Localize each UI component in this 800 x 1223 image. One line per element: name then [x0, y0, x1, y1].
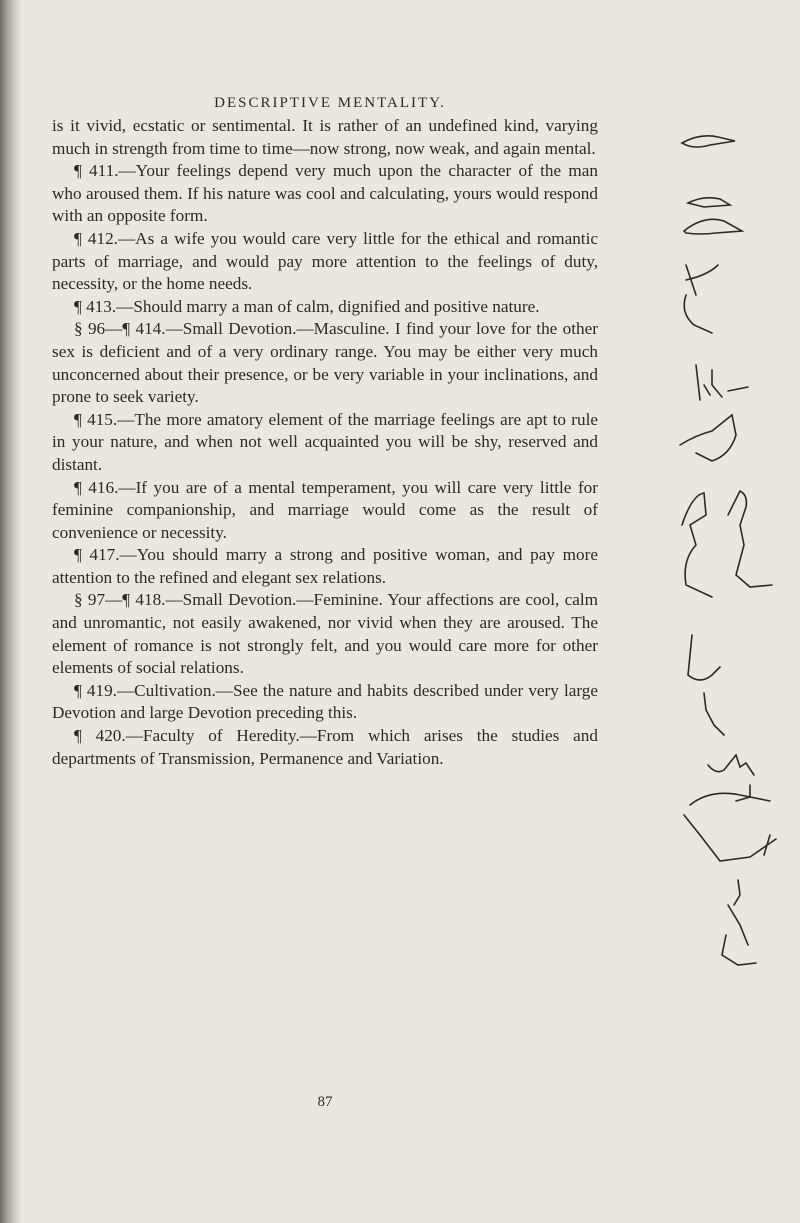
- paragraph-415: ¶ 415.—The more amatory element of the marriage feelings are apt to rule in your nature, and when not well acquainted you will be shy, reserved and distant.: [52, 409, 598, 474]
- sketch-6: [680, 415, 736, 461]
- sketch-8: [728, 491, 772, 587]
- paragraph-413: ¶ 413.—Should marry a man of calm, dignified and positive nature.: [74, 296, 540, 316]
- page-number: 87: [317, 1094, 333, 1110]
- paragraph-419: ¶ 419.—Cultivation.—See the nature and habits described under very large Devotion and large Devotion preceding this.: [52, 680, 598, 723]
- sketch-7: [682, 493, 712, 597]
- paragraph-414: § 96—¶ 414.—Small Devotion.—Masculine. I find your love for the other sex is deficient and of a very ordinary range. You may be either very much unconcerned about their presence, or be very variable in your inclinations, and prone to seek variety.: [52, 319, 598, 407]
- paragraph-420: ¶ 420.—Faculty of Heredity.—From which arises the studies and departments of Transmission, Permanence and Variation.: [52, 726, 598, 768]
- profile-sketches-column: [600, 115, 800, 1115]
- sketch-4: [684, 265, 718, 333]
- sketch-12: [722, 880, 756, 965]
- paragraph-416: ¶ 416.—If you are of a mental temperament, you will care very little for feminine companionship, and marriage would come as the result of convenience or necessity.: [52, 477, 598, 542]
- sketch-9: [688, 635, 724, 735]
- paragraph-continuation: is it vivid, ecstatic or sentimental. It is rather of an undefined kind, varying much in strength from time to time—now strong, now weak, and again mental.: [52, 116, 598, 158]
- book-binding-edge: [0, 0, 22, 1223]
- paragraph-417: ¶ 417.—You should marry a strong and positive woman, and pay more attention to the refined and elegant sex relations.: [52, 545, 598, 587]
- paragraph-412: ¶ 412.—As a wife you would care very little for the ethical and romantic parts of marriage, and would pay more attention to the feelings of duty, necessity, or the home needs.: [52, 228, 598, 294]
- sketch-5: [696, 365, 748, 400]
- sketch-illustration: [600, 115, 800, 1115]
- body-text: [52, 115, 598, 770]
- sketch-3: [684, 219, 742, 234]
- running-header: DESCRIPTIVE MENTALITY.: [214, 95, 446, 111]
- sketch-1: [682, 136, 735, 147]
- sketch-2: [688, 198, 730, 207]
- paragraph-418: § 97—¶ 418.—Small Devotion.—Feminine. Your affections are cool, calm and unromantic, not easily awakened, nor vivid when they are aroused. The element of romance is not strongly felt, and you would care more for other elements of social relations.: [52, 590, 598, 678]
- sketch-11: [684, 793, 776, 861]
- paragraph-411: ¶ 411.—Your feelings depend very much upon the character of the man who aroused them. If his nature was cool and calculating, yours would respond with an opposite form.: [52, 161, 598, 226]
